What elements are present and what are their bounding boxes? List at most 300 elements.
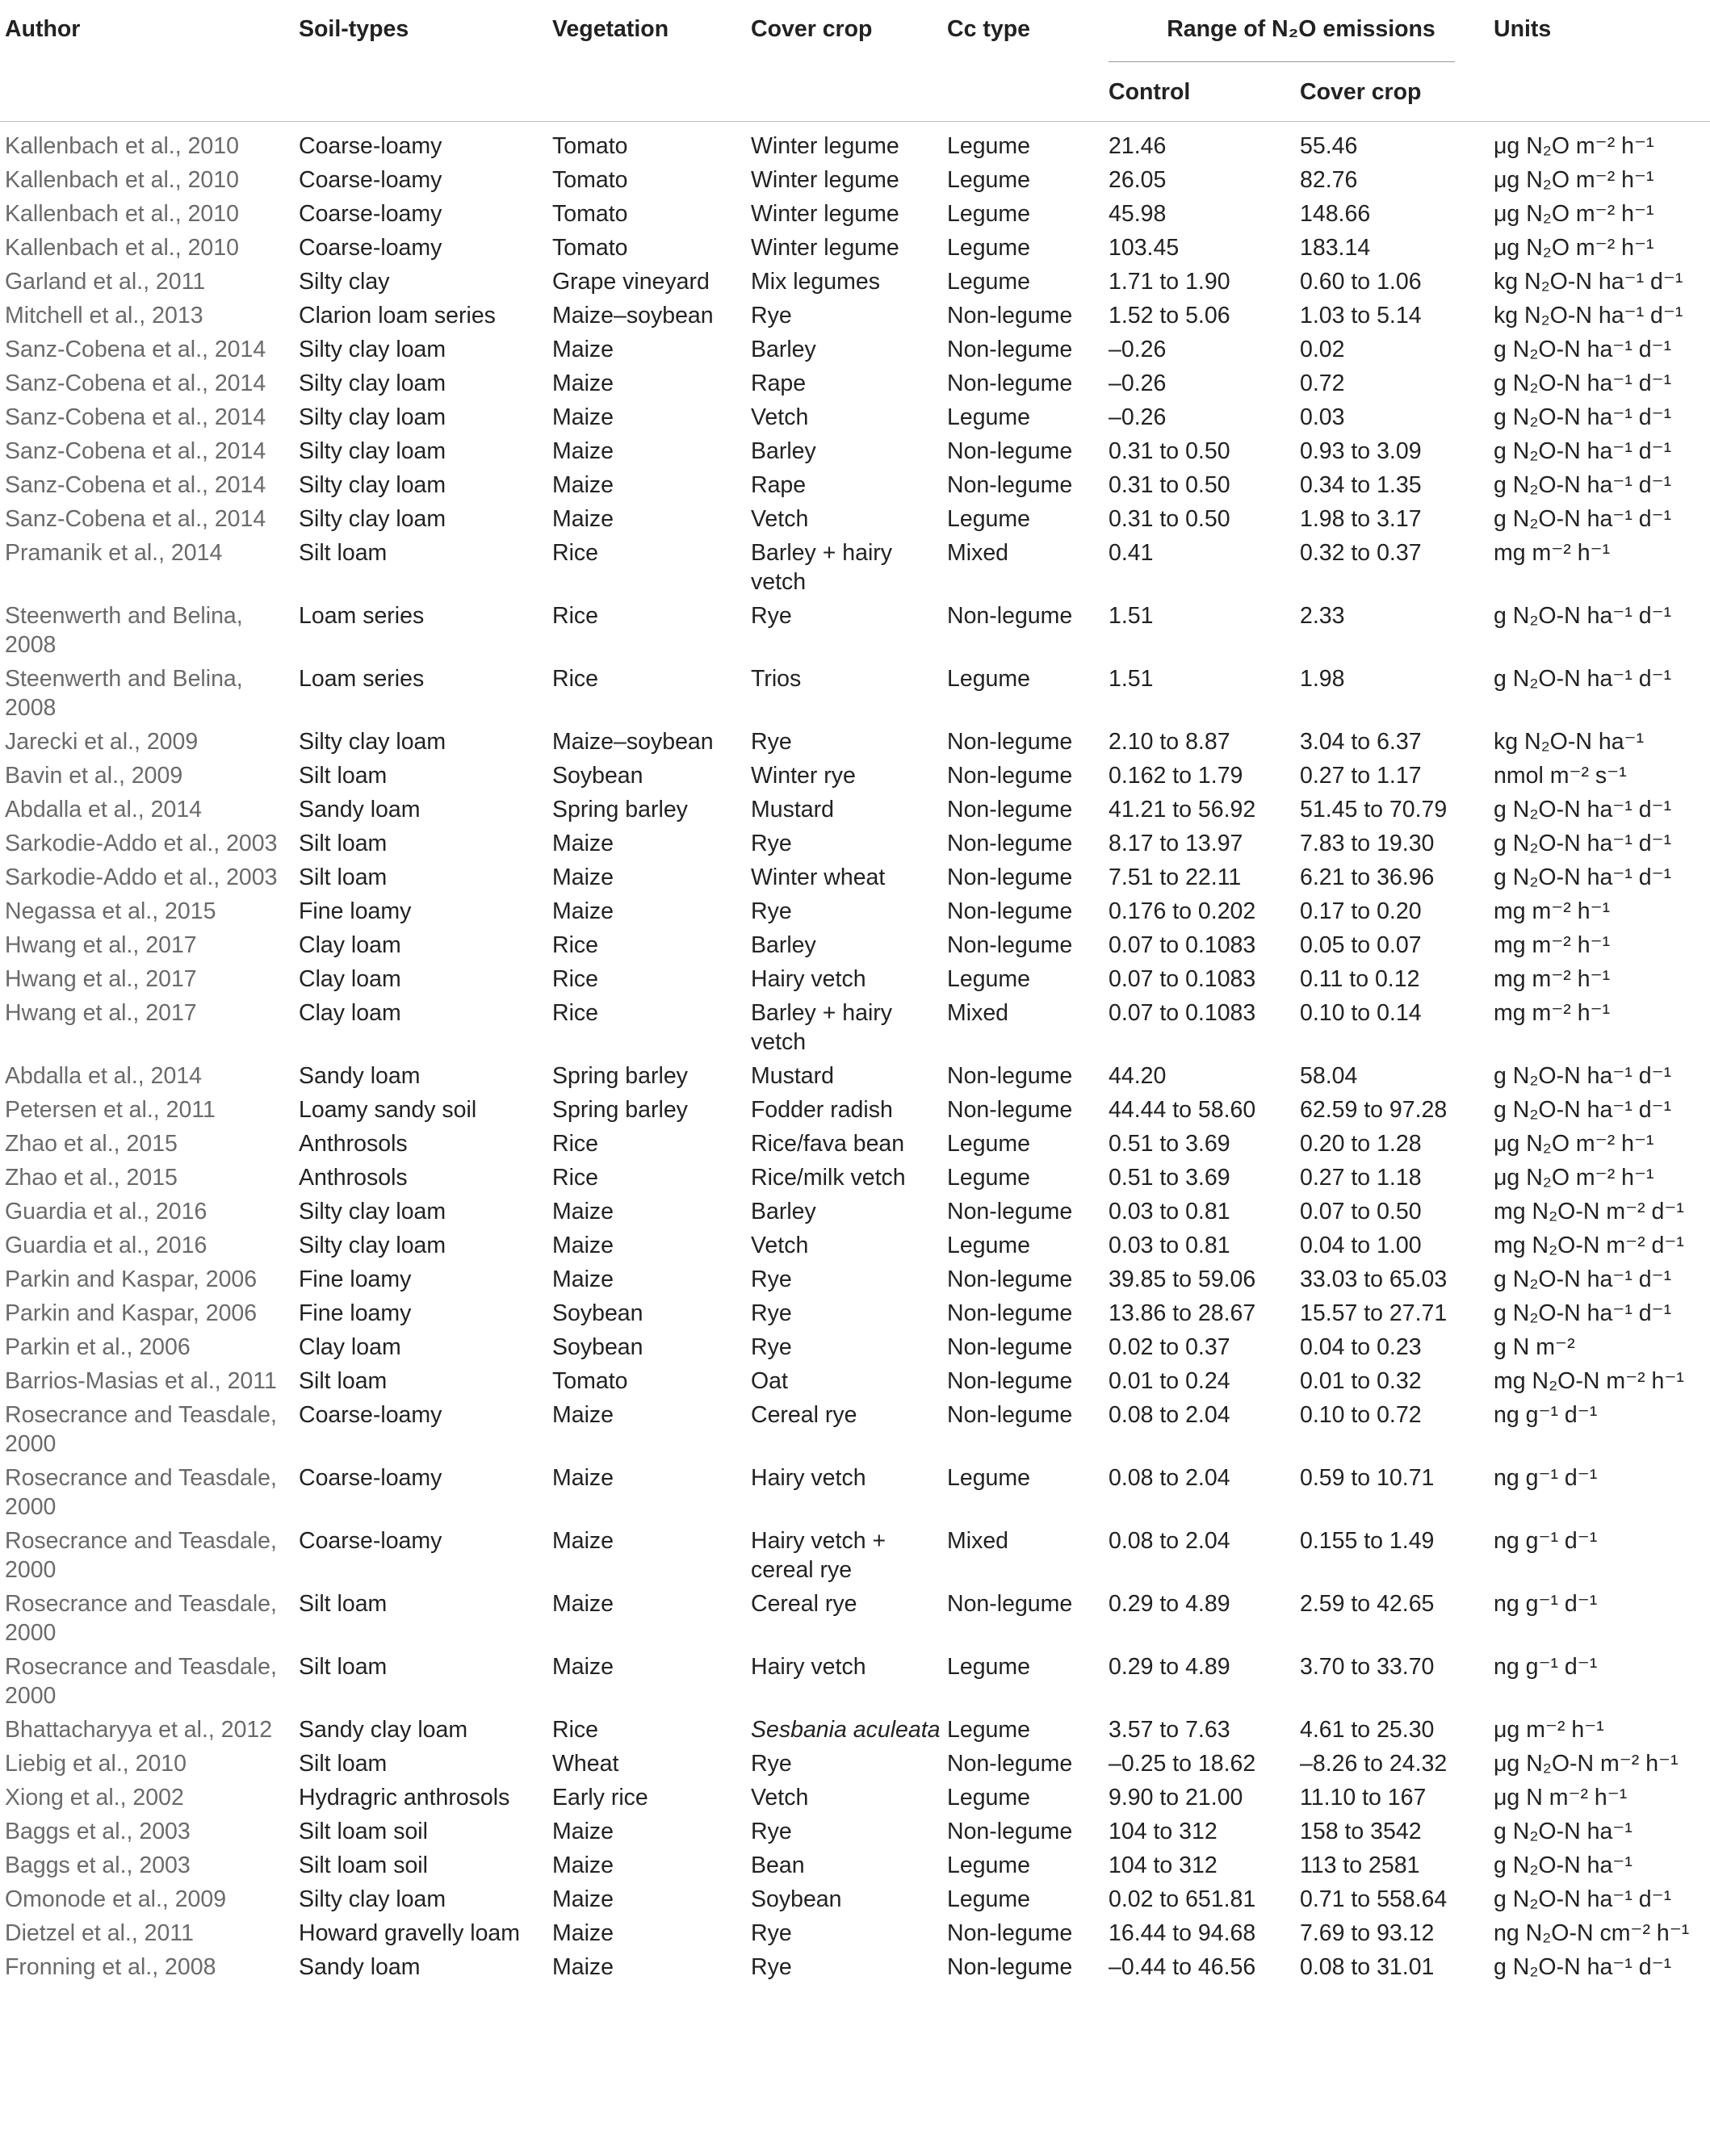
cell-soil-type: Coarse-loamy xyxy=(299,1465,442,1491)
cell-units: g N₂O-N ha⁻¹ d⁻¹ xyxy=(1494,1886,1672,1912)
table-row xyxy=(0,1953,1710,1986)
cell-cover-crop-value: 7.83 to 19.30 xyxy=(1300,831,1435,856)
cell-cover-crop: Hairy vetch xyxy=(751,966,866,992)
cell-soil-type: Coarse-loamy xyxy=(299,1402,442,1428)
table-row xyxy=(0,1783,1710,1817)
cell-soil-type: Clay loam xyxy=(299,932,401,958)
cell-soil-type: Loamy sandy soil xyxy=(299,1097,477,1123)
cell-control: 0.08 to 2.04 xyxy=(1109,1465,1230,1491)
cell-vegetation: Rice xyxy=(552,666,599,692)
cell-soil-type: Silty clay loam xyxy=(299,404,446,430)
cell-units: ng g⁻¹ d⁻¹ xyxy=(1494,1654,1598,1680)
table-row xyxy=(0,1400,1710,1463)
cell-cover-crop: Rye xyxy=(751,303,792,329)
cell-cc-type: Non-legume xyxy=(947,797,1073,823)
cell-soil-type: Fine loamy xyxy=(299,1300,412,1326)
cell-cover-crop-value: 0.32 to 0.37 xyxy=(1300,540,1422,566)
cell-cc-type: Non-legume xyxy=(947,1402,1073,1428)
cell-cover-crop: Rape xyxy=(751,370,807,396)
cell-cc-type: Legume xyxy=(947,1852,1030,1878)
table-row xyxy=(0,863,1710,897)
cell-cover-crop-value: 2.33 xyxy=(1300,603,1345,629)
cell-vegetation: Spring barley xyxy=(552,1063,688,1089)
cell-author: Bhattacharyya et al., 2012 xyxy=(5,1717,273,1743)
cell-soil-type: Howard gravelly loam xyxy=(299,1920,521,1946)
cell-cover-crop-value: 3.04 to 6.37 xyxy=(1300,729,1422,755)
cell-author: Rosecrance and Teasdale, 2000 xyxy=(5,1465,277,1520)
cell-cc-type: Non-legume xyxy=(947,1097,1073,1123)
cell-vegetation: Rice xyxy=(552,966,599,992)
cell-author: Kallenbach et al., 2010 xyxy=(5,201,239,227)
table-row xyxy=(0,504,1710,538)
cell-units: g N₂O-N ha⁻¹ xyxy=(1494,1819,1632,1844)
cell-control: 0.02 to 651.81 xyxy=(1109,1886,1256,1912)
cell-control: 1.52 to 5.06 xyxy=(1109,303,1230,329)
cell-cover-crop-value: 1.98 to 3.17 xyxy=(1300,506,1422,532)
cell-cover-crop: Winter legume xyxy=(751,235,899,261)
cell-cover-crop: Rice/milk vetch xyxy=(751,1165,906,1191)
cell-cover-crop: Bean xyxy=(751,1852,805,1878)
cell-cc-type: Non-legume xyxy=(947,898,1073,924)
table-row xyxy=(0,1333,1710,1367)
cell-cover-crop: Rye xyxy=(751,729,792,755)
cell-cover-crop-value: 0.04 to 1.00 xyxy=(1300,1233,1422,1258)
table-row xyxy=(0,1299,1710,1333)
cell-author: Barrios-Masias et al., 2011 xyxy=(5,1368,277,1394)
cell-cover-crop: Hairy vetch xyxy=(751,1654,866,1680)
cell-vegetation: Rice xyxy=(552,603,599,629)
cell-author: Sanz-Cobena et al., 2014 xyxy=(5,404,266,430)
cell-cc-type: Non-legume xyxy=(947,1266,1073,1292)
table-row xyxy=(0,1589,1710,1652)
cell-soil-type: Silt loam xyxy=(299,1368,388,1394)
cell-vegetation: Maize xyxy=(552,831,614,856)
cell-cc-type: Non-legume xyxy=(947,763,1073,789)
cell-author: Omonode et al., 2009 xyxy=(5,1886,227,1912)
cell-control: 0.01 to 0.24 xyxy=(1109,1368,1230,1394)
cell-cover-crop: Vetch xyxy=(751,1233,809,1258)
cell-vegetation: Grape vineyard xyxy=(552,269,710,295)
cell-units: mg N₂O-N m⁻² d⁻¹ xyxy=(1494,1233,1684,1258)
cell-cc-type: Non-legume xyxy=(947,1300,1073,1326)
cell-vegetation: Maize xyxy=(552,1402,614,1428)
cell-control: 0.31 to 0.50 xyxy=(1109,506,1230,532)
cell-soil-type: Loam series xyxy=(299,666,425,692)
cell-cover-crop: Trios xyxy=(751,666,802,692)
cell-cc-type: Non-legume xyxy=(947,1751,1073,1777)
cell-vegetation: Maize–soybean xyxy=(552,729,714,755)
cell-cover-crop: Rye xyxy=(751,898,792,924)
cell-cc-type: Legume xyxy=(947,666,1030,692)
table-row xyxy=(0,199,1710,233)
cell-author: Sanz-Cobena et al., 2014 xyxy=(5,370,266,396)
cell-units: mg m⁻² h⁻¹ xyxy=(1494,966,1611,992)
cell-cover-crop-value: 0.60 to 1.06 xyxy=(1300,269,1422,295)
cell-author: Zhao et al., 2015 xyxy=(5,1165,178,1191)
cell-vegetation: Spring barley xyxy=(552,1097,688,1123)
cell-soil-type: Sandy clay loam xyxy=(299,1717,468,1743)
cell-author: Rosecrance and Teasdale, 2000 xyxy=(5,1591,277,1646)
cell-vegetation: Maize xyxy=(552,1233,614,1258)
cell-units: μg m⁻² h⁻¹ xyxy=(1494,1717,1604,1743)
cell-units: ng N₂O-N cm⁻² h⁻¹ xyxy=(1494,1920,1690,1946)
cell-cover-crop: Rye xyxy=(751,831,792,856)
cell-vegetation: Maize xyxy=(552,506,614,532)
cell-soil-type: Silt loam xyxy=(299,1751,388,1777)
cell-cover-crop-value: 0.08 to 31.01 xyxy=(1300,1954,1435,1980)
cell-units: g N₂O-N ha⁻¹ d⁻¹ xyxy=(1494,603,1672,629)
cell-control: 44.44 to 58.60 xyxy=(1109,1097,1256,1123)
cell-cover-crop: Oat xyxy=(751,1368,788,1394)
cell-control: 0.162 to 1.79 xyxy=(1109,763,1243,789)
cell-cover-crop: Rye xyxy=(751,1751,792,1777)
cell-control: 0.07 to 0.1083 xyxy=(1109,1000,1256,1026)
cell-cover-crop-value: 3.70 to 33.70 xyxy=(1300,1654,1435,1680)
cell-units: g N₂O-N ha⁻¹ d⁻¹ xyxy=(1494,1954,1672,1980)
cell-author: Sanz-Cobena et al., 2014 xyxy=(5,506,266,532)
cell-cc-type: Non-legume xyxy=(947,729,1073,755)
cell-units: mg m⁻² h⁻¹ xyxy=(1494,1000,1611,1026)
table-row xyxy=(0,165,1710,199)
cell-units: mg N₂O-N m⁻² h⁻¹ xyxy=(1494,1368,1684,1394)
cell-vegetation: Rice xyxy=(552,1131,599,1157)
cell-cc-type: Non-legume xyxy=(947,1334,1073,1360)
cell-control: 0.08 to 2.04 xyxy=(1109,1402,1230,1428)
cell-soil-type: Silty clay loam xyxy=(299,1199,446,1225)
cell-cc-type: Mixed xyxy=(947,540,1009,566)
table-row xyxy=(0,403,1710,437)
cell-author: Rosecrance and Teasdale, 2000 xyxy=(5,1528,277,1583)
cell-vegetation: Maize xyxy=(552,337,614,362)
cell-cc-type: Legume xyxy=(947,269,1030,295)
cell-cover-crop-value: 0.07 to 0.50 xyxy=(1300,1199,1422,1225)
cell-units: g N₂O-N ha⁻¹ d⁻¹ xyxy=(1494,472,1672,498)
cell-cover-crop-value: 58.04 xyxy=(1300,1063,1358,1089)
cell-soil-type: Coarse-loamy xyxy=(299,133,442,159)
cell-cc-type: Legume xyxy=(947,1785,1030,1811)
cell-soil-type: Silty clay loam xyxy=(299,1886,446,1912)
cell-soil-type: Sandy loam xyxy=(299,1063,421,1089)
table-row xyxy=(0,897,1710,931)
cell-units: kg N₂O-N ha⁻¹ xyxy=(1494,729,1645,755)
cell-cover-crop-value: 11.10 to 167 xyxy=(1300,1785,1427,1811)
cell-control: 0.29 to 4.89 xyxy=(1109,1591,1230,1617)
cell-control: 104 to 312 xyxy=(1109,1819,1218,1844)
cell-cc-type: Non-legume xyxy=(947,472,1073,498)
col-cover-crop-emissions: Cover crop xyxy=(1300,79,1422,105)
cell-control: 3.57 to 7.63 xyxy=(1109,1717,1230,1743)
cell-units: μg N₂O m⁻² h⁻¹ xyxy=(1494,235,1654,261)
cell-vegetation: Soybean xyxy=(552,1334,643,1360)
cell-control: 0.31 to 0.50 xyxy=(1109,438,1230,464)
range-title: Range of N₂O emissions xyxy=(1167,16,1435,42)
cell-soil-type: Sandy loam xyxy=(299,797,421,823)
cell-author: Garland et al., 2011 xyxy=(5,269,206,295)
cell-units: mg m⁻² h⁻¹ xyxy=(1494,898,1611,924)
cell-vegetation: Maize xyxy=(552,370,614,396)
cell-cover-crop-value: 0.27 to 1.18 xyxy=(1300,1165,1422,1191)
cell-soil-type: Sandy loam xyxy=(299,1954,421,1980)
cell-cc-type: Legume xyxy=(947,1886,1030,1912)
cell-cover-crop: Barley xyxy=(751,1199,816,1225)
cell-author: Abdalla et al., 2014 xyxy=(5,1063,203,1089)
cell-author: Abdalla et al., 2014 xyxy=(5,797,203,823)
cell-cover-crop-value: 82.76 xyxy=(1300,167,1358,193)
cell-control: 9.90 to 21.00 xyxy=(1109,1785,1243,1811)
cell-units: g N₂O-N ha⁻¹ d⁻¹ xyxy=(1494,404,1672,430)
table-row xyxy=(0,1367,1710,1400)
cell-control: 0.31 to 0.50 xyxy=(1109,472,1230,498)
cell-vegetation: Maize xyxy=(552,1954,614,1980)
cell-author: Hwang et al., 2017 xyxy=(5,1000,197,1026)
cell-cc-type: Legume xyxy=(947,167,1030,193)
cell-author: Steenwerth and Belina, 2008 xyxy=(5,666,243,721)
cell-cover-crop: Cereal rye xyxy=(751,1402,857,1428)
cell-cover-crop-value: 0.59 to 10.71 xyxy=(1300,1465,1435,1491)
cell-cover-crop-value: 0.27 to 1.17 xyxy=(1300,763,1422,789)
cell-cc-type: Legume xyxy=(947,966,1030,992)
cell-control: 41.21 to 56.92 xyxy=(1109,797,1256,823)
cell-cover-crop: Rye xyxy=(751,1819,792,1844)
cell-cover-crop: Winter rye xyxy=(751,763,856,789)
table-row xyxy=(0,829,1710,863)
cell-cc-type: Legume xyxy=(947,1131,1030,1157)
cell-control: 0.08 to 2.04 xyxy=(1109,1528,1230,1554)
col-author: Author xyxy=(5,16,81,42)
cell-vegetation: Maize xyxy=(552,864,614,890)
cell-cc-type: Non-legume xyxy=(947,303,1073,329)
cell-units: ng g⁻¹ d⁻¹ xyxy=(1494,1528,1598,1554)
cell-vegetation: Rice xyxy=(552,932,599,958)
cell-cover-crop-value: 148.66 xyxy=(1300,201,1371,227)
cell-vegetation: Rice xyxy=(552,540,599,566)
cell-soil-type: Clay loam xyxy=(299,1334,401,1360)
cell-cover-crop: Mustard xyxy=(751,1063,834,1089)
cell-control: 1.51 xyxy=(1109,603,1154,629)
cell-cover-crop-value: 0.02 xyxy=(1300,337,1345,362)
cell-cover-crop-value: 0.10 to 0.72 xyxy=(1300,1402,1422,1428)
col-cover-crop: Cover crop xyxy=(751,16,873,42)
cell-soil-type: Silt loam xyxy=(299,864,388,890)
cell-cover-crop: Rape xyxy=(751,472,807,498)
cell-author: Liebig et al., 2010 xyxy=(5,1751,187,1777)
table-row xyxy=(0,998,1710,1061)
cell-cover-crop-value: 1.03 to 5.14 xyxy=(1300,303,1422,329)
cell-vegetation: Early rice xyxy=(552,1785,648,1811)
cell-cc-type: Legume xyxy=(947,133,1030,159)
cell-soil-type: Clay loam xyxy=(299,966,401,992)
cell-units: μg N₂O-N m⁻² h⁻¹ xyxy=(1494,1751,1679,1777)
table-row xyxy=(0,761,1710,795)
cell-soil-type: Silt loam xyxy=(299,540,388,566)
cell-control: 0.41 xyxy=(1109,540,1154,566)
cell-cover-crop: Mix legumes xyxy=(751,269,880,295)
cell-soil-type: Anthrosols xyxy=(299,1131,408,1157)
cell-control: –0.26 xyxy=(1109,370,1167,396)
cell-units: mg N₂O-N m⁻² d⁻¹ xyxy=(1494,1199,1684,1225)
cell-author: Sanz-Cobena et al., 2014 xyxy=(5,438,266,464)
cell-cover-crop: Rye xyxy=(751,1300,792,1326)
cell-vegetation: Soybean xyxy=(552,763,643,789)
cell-cover-crop-value: 51.45 to 70.79 xyxy=(1300,797,1448,823)
cell-units: g N₂O-N ha⁻¹ d⁻¹ xyxy=(1494,370,1672,396)
cell-soil-type: Clarion loam series xyxy=(299,303,496,329)
table-row xyxy=(0,335,1710,369)
cell-author: Sanz-Cobena et al., 2014 xyxy=(5,337,266,362)
cell-cc-type: Mixed xyxy=(947,1000,1009,1026)
cell-units: mg m⁻² h⁻¹ xyxy=(1494,932,1611,958)
table-row xyxy=(0,795,1710,829)
cell-soil-type: Coarse-loamy xyxy=(299,167,442,193)
table-row xyxy=(0,1265,1710,1299)
cell-soil-type: Loam series xyxy=(299,603,425,629)
cell-units: kg N₂O-N ha⁻¹ d⁻¹ xyxy=(1494,303,1683,329)
cell-author: Hwang et al., 2017 xyxy=(5,966,197,992)
table-body xyxy=(0,122,1710,1987)
cell-vegetation: Rice xyxy=(552,1000,599,1026)
cell-control: 0.51 to 3.69 xyxy=(1109,1131,1230,1157)
cell-units: μg N₂O m⁻² h⁻¹ xyxy=(1494,1165,1654,1191)
cell-control: –0.26 xyxy=(1109,337,1167,362)
cell-cc-type: Non-legume xyxy=(947,831,1073,856)
cell-author: Sarkodie-Addo et al., 2003 xyxy=(5,831,278,856)
cell-author: Bavin et al., 2009 xyxy=(5,763,183,789)
cell-cover-crop-value: 4.61 to 25.30 xyxy=(1300,1717,1435,1743)
table-row xyxy=(0,965,1710,998)
cell-cover-crop-value: 0.71 to 558.64 xyxy=(1300,1886,1448,1912)
range-divider xyxy=(1109,61,1455,62)
cell-cc-type: Legume xyxy=(947,1717,1030,1743)
cell-soil-type: Fine loamy xyxy=(299,898,412,924)
table-row xyxy=(0,1817,1710,1851)
cell-author: Fronning et al., 2008 xyxy=(5,1954,216,1980)
cell-cover-crop: Vetch xyxy=(751,404,809,430)
cell-soil-type: Silty clay loam xyxy=(299,370,446,396)
cell-author: Guardia et al., 2016 xyxy=(5,1199,207,1225)
table-row xyxy=(0,931,1710,965)
cell-cover-crop: Winter legume xyxy=(751,133,899,159)
cell-units: g N₂O-N ha⁻¹ d⁻¹ xyxy=(1494,666,1672,692)
cell-author: Hwang et al., 2017 xyxy=(5,932,197,958)
cell-cover-crop-value: 0.11 to 0.12 xyxy=(1300,966,1420,992)
cell-soil-type: Silty clay loam xyxy=(299,472,446,498)
cell-soil-type: Coarse-loamy xyxy=(299,235,442,261)
cell-cover-crop: Fodder radish xyxy=(751,1097,893,1123)
cell-author: Parkin and Kaspar, 2006 xyxy=(5,1266,258,1292)
cell-soil-type: Silty clay loam xyxy=(299,729,446,755)
col-vegetation: Vegetation xyxy=(552,16,669,42)
cell-cc-type: Legume xyxy=(947,235,1030,261)
cell-author: Zhao et al., 2015 xyxy=(5,1131,178,1157)
cell-vegetation: Maize xyxy=(552,1591,614,1617)
cell-cover-crop: Rye xyxy=(751,603,792,629)
cell-cover-crop: Rye xyxy=(751,1334,792,1360)
cell-soil-type: Anthrosols xyxy=(299,1165,408,1191)
cell-author: Kallenbach et al., 2010 xyxy=(5,235,239,261)
cell-soil-type: Silty clay xyxy=(299,269,390,295)
cell-cc-type: Mixed xyxy=(947,1528,1009,1554)
table-row xyxy=(0,1197,1710,1231)
cell-cover-crop-value: 62.59 to 97.28 xyxy=(1300,1097,1448,1123)
table-row xyxy=(0,369,1710,403)
cell-units: ng g⁻¹ d⁻¹ xyxy=(1494,1465,1598,1491)
cell-vegetation: Maize xyxy=(552,1654,614,1680)
table-header xyxy=(0,0,1710,122)
cell-cover-crop-value: 6.21 to 36.96 xyxy=(1300,864,1435,890)
cell-vegetation: Spring barley xyxy=(552,797,688,823)
cell-units: g N₂O-N ha⁻¹ d⁻¹ xyxy=(1494,1266,1672,1292)
cell-control: 1.51 xyxy=(1109,666,1154,692)
cell-cc-type: Legume xyxy=(947,506,1030,532)
cell-units: nmol m⁻² s⁻¹ xyxy=(1494,763,1627,789)
cell-units: μg N m⁻² h⁻¹ xyxy=(1494,1785,1628,1811)
cell-cc-type: Non-legume xyxy=(947,370,1073,396)
cell-cc-type: Non-legume xyxy=(947,438,1073,464)
table-row xyxy=(0,601,1710,664)
cell-author: Kallenbach et al., 2010 xyxy=(5,133,239,159)
cell-control: –0.25 to 18.62 xyxy=(1109,1751,1256,1777)
cell-units: ng g⁻¹ d⁻¹ xyxy=(1494,1402,1598,1428)
table-row xyxy=(0,538,1710,601)
cell-author: Rosecrance and Teasdale, 2000 xyxy=(5,1654,277,1709)
cell-vegetation: Maize xyxy=(552,898,614,924)
col-control: Control xyxy=(1109,79,1191,105)
cell-cover-crop: Rye xyxy=(751,1954,792,1980)
cell-cc-type: Non-legume xyxy=(947,1199,1073,1225)
cell-soil-type: Silty clay loam xyxy=(299,337,446,362)
cell-soil-type: Coarse-loamy xyxy=(299,1528,442,1554)
cell-cover-crop: Hairy vetch + cereal rye xyxy=(751,1528,886,1583)
cell-author: Jarecki et al., 2009 xyxy=(5,729,199,755)
cell-soil-type: Silt loam xyxy=(299,763,388,789)
cell-cover-crop-value: 7.69 to 93.12 xyxy=(1300,1920,1435,1946)
cell-cover-crop: Winter legume xyxy=(751,167,899,193)
table-row xyxy=(0,727,1710,761)
cell-cover-crop: Cereal rye xyxy=(751,1591,857,1617)
cell-units: g N₂O-N ha⁻¹ d⁻¹ xyxy=(1494,864,1672,890)
table-row xyxy=(0,1749,1710,1783)
table-row xyxy=(0,1231,1710,1265)
cell-cover-crop: Rye xyxy=(751,1920,792,1946)
col-units: Units xyxy=(1494,16,1552,42)
cell-cc-type: Legume xyxy=(947,1165,1030,1191)
col-range-group xyxy=(1109,0,1494,77)
cell-cover-crop-value: 0.04 to 0.23 xyxy=(1300,1334,1422,1360)
table-row xyxy=(0,1885,1710,1919)
cell-cover-crop-value: 1.98 xyxy=(1300,666,1345,692)
cell-soil-type: Silty clay loam xyxy=(299,506,446,532)
cell-cover-crop: Barley + hairy vetch xyxy=(751,1000,893,1055)
cell-vegetation: Maize–soybean xyxy=(552,303,714,329)
cell-cover-crop-value: 0.20 to 1.28 xyxy=(1300,1131,1422,1157)
cell-control: 8.17 to 13.97 xyxy=(1109,831,1243,856)
cell-author: Baggs et al., 2003 xyxy=(5,1819,191,1844)
table-row xyxy=(0,437,1710,471)
cell-soil-type: Silt loam xyxy=(299,831,388,856)
cell-cc-type: Non-legume xyxy=(947,603,1073,629)
cell-control: –0.26 xyxy=(1109,404,1167,430)
cell-soil-type: Fine loamy xyxy=(299,1266,412,1292)
cell-control: 45.98 xyxy=(1109,201,1167,227)
cell-control: 0.176 to 0.202 xyxy=(1109,898,1256,924)
cell-units: μg N₂O m⁻² h⁻¹ xyxy=(1494,1131,1654,1157)
table-row xyxy=(0,1526,1710,1589)
cell-vegetation: Rice xyxy=(552,1165,599,1191)
cell-author: Petersen et al., 2011 xyxy=(5,1097,216,1123)
cell-vegetation: Wheat xyxy=(552,1751,619,1777)
cell-cover-crop: Sesbania aculeata xyxy=(751,1717,941,1743)
cell-soil-type: Silty clay loam xyxy=(299,1233,446,1258)
